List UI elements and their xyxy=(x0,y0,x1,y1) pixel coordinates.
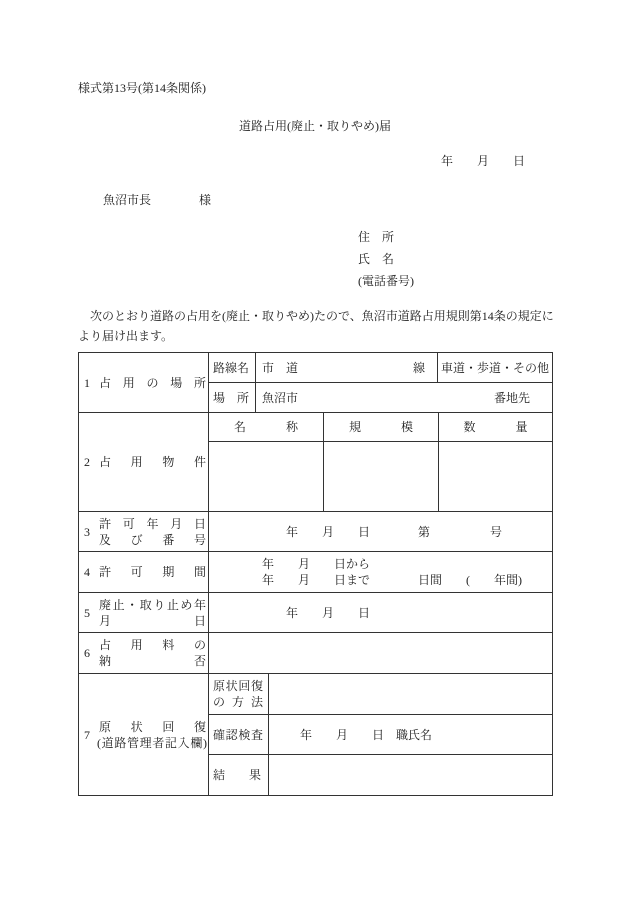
end-date-label-cell xyxy=(78,592,209,633)
restoration-label-cell xyxy=(78,673,209,796)
objects-scale-header: 規模 xyxy=(349,420,413,434)
objects-quantity-header-cell xyxy=(438,412,553,442)
inspection-label-cell xyxy=(208,714,269,755)
restoration-label-line-2: (道路管理者記入欄) xyxy=(97,735,207,750)
permit-date-label-line-1: 許可年月日 xyxy=(99,516,206,531)
submission-date: 年 月 日 xyxy=(441,154,526,168)
objects-name-value-cell xyxy=(208,441,324,512)
name-label: 氏 名 xyxy=(358,252,395,266)
permit-date-value: 年 月 日 第 号 xyxy=(286,524,503,539)
fee-label-line-2: 納否 xyxy=(99,654,206,668)
permit-period-label-cell xyxy=(78,551,209,593)
route-label-cell xyxy=(208,352,256,383)
row-number-5: 5 xyxy=(84,605,90,620)
permit-period-label: 許可期間 xyxy=(99,565,206,579)
result-label-cell xyxy=(208,754,269,796)
fee-label xyxy=(99,637,206,669)
fee-value-cell xyxy=(208,632,553,674)
permit-date-label xyxy=(99,516,206,548)
objects-name-header: 名称 xyxy=(234,420,298,434)
objects-scale-header-cell xyxy=(323,412,439,442)
permit-date-label-line-2: 及び番号 xyxy=(99,532,206,547)
fee-label-line-1: 占用料の xyxy=(99,638,206,652)
inspection-label: 確認検査 xyxy=(213,727,263,742)
address-label: 住 所 xyxy=(358,230,395,244)
row-number-2: 2 xyxy=(84,455,90,469)
restoration-label xyxy=(99,719,206,751)
route-value-cell xyxy=(255,352,438,383)
route-value: 市 道 xyxy=(262,360,299,375)
permit-period-value xyxy=(262,556,522,588)
fee-label-cell xyxy=(78,632,209,674)
end-date-value-cell xyxy=(208,592,553,633)
place-value-cell xyxy=(255,382,553,413)
place-value: 魚沼市 xyxy=(262,390,299,405)
restoration-label-line-1: 原状回復 xyxy=(99,719,206,734)
end-date-label-line-2: 月日 xyxy=(99,613,206,628)
inspection-value-cell xyxy=(268,714,553,755)
restoration-method-value-cell xyxy=(268,673,553,715)
objects-name-header-cell xyxy=(208,412,324,442)
location-label-cell xyxy=(78,352,209,413)
row-number-7: 7 xyxy=(84,727,90,742)
road-type-cell xyxy=(437,352,553,383)
place-suffix: 番地先 xyxy=(494,390,531,405)
permit-period-from: 年 月 日から xyxy=(262,557,371,571)
place-label-cell xyxy=(208,382,256,413)
restoration-method-label xyxy=(213,678,263,710)
row-number-1: 1 xyxy=(84,375,90,390)
road-type: 車道・歩道・その他 xyxy=(440,360,549,375)
route-label: 路線名 xyxy=(213,360,250,375)
objects-label-cell xyxy=(78,412,209,512)
permit-period-value-cell xyxy=(208,551,553,593)
objects-quantity-value-cell xyxy=(438,441,553,512)
phone-label: (電話番号) xyxy=(358,274,414,288)
occupancy-table xyxy=(78,352,553,796)
addressee: 魚沼市長 様 xyxy=(103,193,212,207)
row-number-6: 6 xyxy=(84,646,90,660)
objects-label: 占用物件 xyxy=(99,455,206,469)
inspection-value: 年 月 日 職氏名 xyxy=(300,727,433,742)
restoration-method-label-line-2: の方法 xyxy=(213,695,263,709)
end-date-label-line-1: 廃止・取り止め年 xyxy=(99,597,206,612)
form-number: 様式第13号(第14条関係) xyxy=(78,81,206,95)
objects-quantity-header: 数量 xyxy=(463,420,528,434)
place-label: 場 所 xyxy=(213,390,250,405)
row-number-4: 4 xyxy=(84,565,90,579)
end-date-label xyxy=(99,597,206,629)
restoration-method-label-cell xyxy=(208,673,269,715)
form-title: 道路占用(廃止・取りやめ)届 xyxy=(239,119,391,133)
notice-text: 次のとおり道路の占用を(廃止・取りやめ)たので、魚沼市道路占用規則第14条の規定に より届け出ます。 xyxy=(78,309,554,343)
route-suffix: 線 xyxy=(413,360,426,375)
result-value-cell xyxy=(268,754,553,796)
row-number-3: 3 xyxy=(84,524,90,539)
permit-period-to: 年 月 日まで 日間 ( 年間) xyxy=(262,573,522,587)
restoration-method-label-line-1: 原状回復 xyxy=(213,679,263,693)
permit-date-label-cell xyxy=(78,511,209,552)
result-label: 結 果 xyxy=(213,768,262,782)
end-date-value: 年 月 日 xyxy=(286,605,371,620)
objects-scale-value-cell xyxy=(323,441,439,512)
location-label: 占用の場所 xyxy=(99,375,206,390)
permit-date-value-cell xyxy=(208,511,553,552)
